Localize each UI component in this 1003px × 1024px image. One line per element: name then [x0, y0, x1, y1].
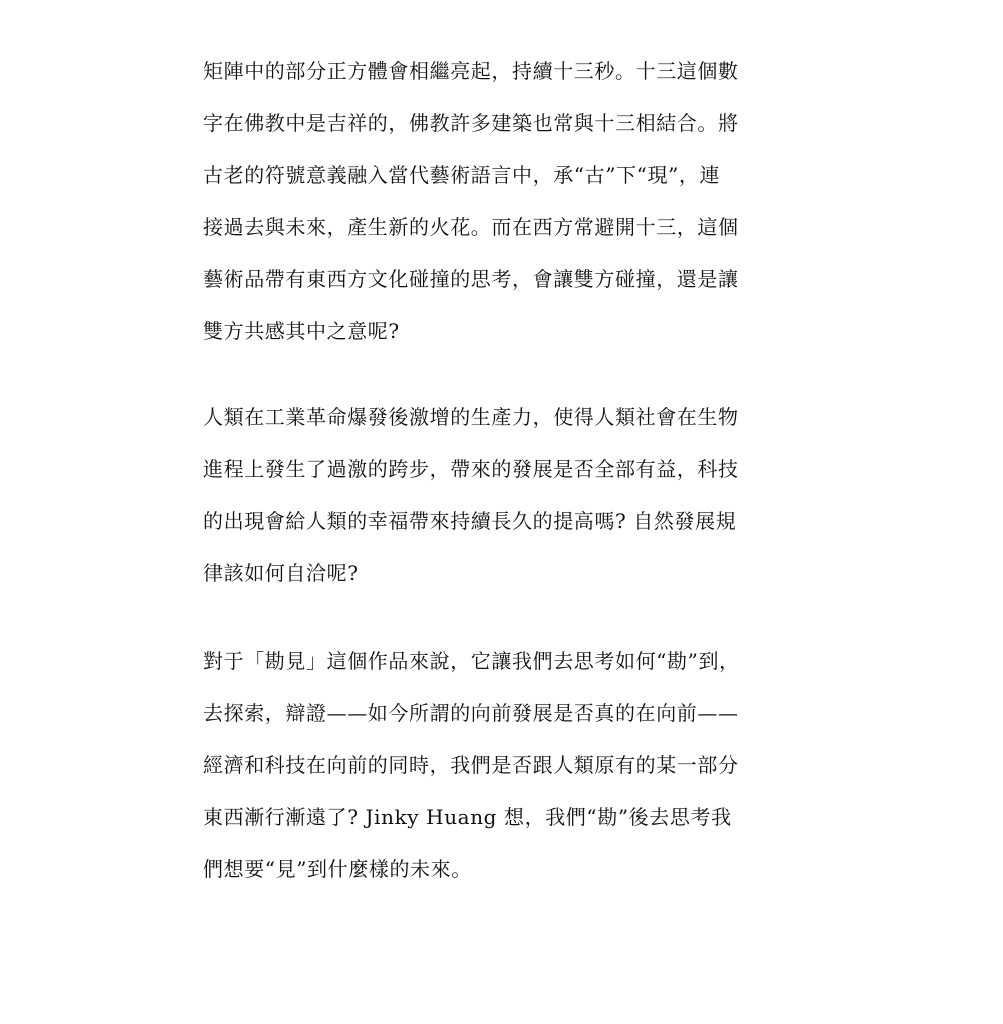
- paragraph-line: 們想要“見”到什麼樣的未來。: [203, 857, 472, 881]
- paragraph-line: 雙方共感其中之意呢?: [203, 319, 400, 343]
- paragraph-line: 字在佛教中是吉祥的，佛教許多建築也常與十三相結合。將: [203, 111, 739, 135]
- paragraph-line: 律該如何自洽呢?: [203, 561, 359, 585]
- paragraph-line: 去探索，辯證——如今所謂的向前發展是否真的在向前——: [203, 701, 739, 725]
- paragraph-line: 進程上發生了過激的跨步，帶來的發展是否全部有益，科技: [203, 457, 739, 481]
- paragraph-line: 東西漸行漸遠了? Jinky Huang 想，我們“勘”後去思考我: [203, 805, 732, 829]
- paragraph-line: 接過去與未來，產生新的火花。而在西方常避開十三，這個: [203, 215, 739, 239]
- paragraph-line: 藝術品帶有東西方文化碰撞的思考，會讓雙方碰撞，還是讓: [203, 267, 739, 291]
- paragraph-line: 經濟和科技在向前的同時，我們是否跟人類原有的某一部分: [203, 753, 739, 777]
- paragraph-line: 對于「勘見」這個作品來說，它讓我們去思考如何“勘”到，: [203, 649, 740, 673]
- paragraph-line: 人類在工業革命爆發後激增的生產力，使得人類社會在生物: [203, 405, 739, 429]
- paragraph-line: 的出現會給人類的幸福帶來持續長久的提高嗎? 自然發展規: [203, 509, 737, 533]
- paragraph-line: 矩陣中的部分正方體會相繼亮起，持續十三秒。十三這個數: [203, 59, 739, 83]
- paragraph-line: 古老的符號意義融入當代藝術語言中，承“古”下“現”，連: [203, 163, 721, 187]
